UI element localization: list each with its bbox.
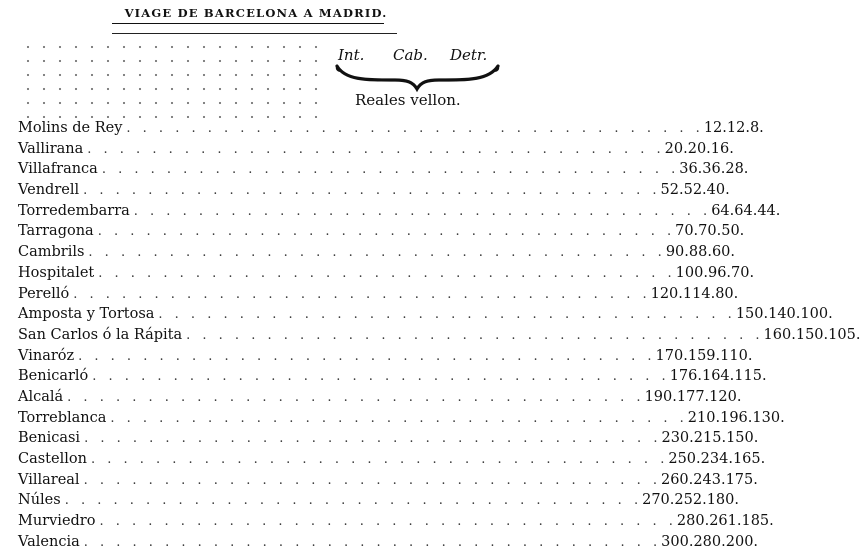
place-name: Perelló [18, 285, 70, 302]
title-rule-thick [112, 23, 384, 24]
table-row [18, 387, 742, 408]
place-name: Vallirana [18, 140, 84, 157]
fare-cab: 159. [687, 347, 721, 364]
dot-leader: . . . . . . . . . . . . . . . . . . . . . . . . . . . . . . . . . . . . [73, 286, 651, 302]
fare-int: 250. [668, 451, 701, 467]
fare-cab: 64. [734, 202, 758, 219]
fare-detr: 200. [725, 533, 759, 550]
column-header-int: Int. [338, 46, 365, 64]
place-name: Vendrell [18, 182, 80, 199]
fare-int: 280. [676, 513, 710, 530]
fare-detr: 180. [706, 492, 739, 509]
table-row [18, 449, 766, 470]
dot-leader: . . . . . . . . . . . . . . . . . . . . . . . . . . . . . . . . . . . . [83, 534, 662, 550]
fare-cab: 243. [693, 471, 726, 488]
fare-cab: 164. [701, 368, 735, 385]
fare-cab: 150. [795, 326, 829, 343]
fare-detr: 165. [732, 451, 766, 467]
dot-leader: . . . . . . . . . . . . . . . . . . . . . . . . . . . . . . . . . . . . [78, 348, 656, 364]
place-name: Benicarló [18, 368, 89, 385]
fare-detr: 110. [720, 347, 753, 364]
dot-leader: . . . . . . . . . . . . . . . . . . . . . . . . . . . . . . . . . . . . [90, 452, 669, 467]
dot-leader-field [20, 40, 320, 118]
page-title: VIAGE DE BARCELONA A MADRID. [124, 6, 388, 20]
fare-cab: 280. [693, 533, 726, 550]
table-row [18, 118, 764, 139]
dot-leader: . . . . . . . . . . . . . . . . . . . . . . . . . . . . . . . . . . . . [133, 203, 712, 219]
fare-int: 210. [687, 409, 721, 426]
table-row [18, 532, 759, 553]
place-name: Tarragona [18, 223, 94, 240]
dot-leader: . . . . . . . . . . . . . . . . . . . . . . . . . . . . . . . . . . . . [87, 141, 665, 157]
table-row [18, 304, 833, 325]
fare-int: 20. [664, 140, 688, 157]
dot-leader: . . . . . . . . . . . . . . . . . . . . . . . . . . . . . . . . . . . . [84, 431, 662, 447]
fare-int: 52. [660, 182, 684, 199]
curly-brace-icon [335, 64, 500, 90]
table-row [18, 180, 730, 201]
fare-detr: 115. [734, 368, 767, 385]
fare-int: 176. [669, 368, 702, 385]
fare-detr: 130. [752, 409, 785, 426]
place-name: Torredembarra [18, 202, 130, 219]
fare-cab: 196. [720, 409, 753, 426]
itinerary-table [18, 118, 860, 552]
place-name: Valencia [18, 533, 80, 550]
table-row [18, 408, 785, 429]
column-header-detr: Detr. [450, 46, 488, 64]
table-row [18, 139, 734, 160]
fare-detr: 105. [828, 326, 860, 343]
fare-int: 120. [650, 285, 683, 302]
fare-detr: 100. [800, 306, 833, 323]
fare-detr: 80. [715, 285, 739, 302]
fare-cab: 20. [687, 140, 711, 157]
place-name: Núles [18, 492, 61, 509]
place-name: Villareal [18, 471, 80, 488]
fare-detr: 28. [725, 161, 749, 178]
place-name: Vinaróz [18, 347, 75, 364]
place-name: Hospitalet [18, 264, 95, 281]
table-row [18, 159, 749, 180]
dot-leader: . . . . . . . . . . . . . . . . . . . . . . . . . . . . . . . . . . . . [83, 183, 661, 199]
dot-leader: . . . . . . . . . . . . . . . . . . . . . . . . . . . . . . . . . . . . [83, 472, 661, 488]
table-row [18, 511, 774, 532]
dot-leader: . . . . . . . . . . . . . . . . . . . . . . . . . . . . . . . . . . . . [126, 121, 704, 136]
table-row [18, 284, 739, 305]
fare-cab: 52. [683, 182, 707, 199]
fare-int: 260. [660, 471, 694, 488]
dot-leader: . . . . . . . . . . . . . . . . . . . . . . . . . . . . . . . . . . . . [97, 224, 676, 240]
place-name: Torreblanca [18, 409, 107, 426]
fare-cab: 234. [700, 451, 733, 467]
fare-cab: 12. [726, 120, 750, 136]
fare-detr: 150. [726, 430, 759, 447]
table-row [18, 242, 736, 263]
dot-leader: . . . . . . . . . . . . . . . . . . . . . . . . . . . . . . . . . . . . [110, 410, 688, 426]
fare-int: 230. [661, 430, 694, 447]
place-name: Castellon [18, 451, 87, 467]
dot-leader: . . . . . . . . . . . . . . . . . . . . . . . . . . . . . . . . . . . . [99, 514, 677, 530]
fare-detr: 40. [706, 182, 730, 199]
fare-int: 64. [711, 202, 735, 219]
dot-leader: . . . . . . . . . . . . . . . . . . . . . . . . . . . . . . . . . . . . [92, 369, 670, 385]
table-row [18, 221, 745, 242]
table-row [18, 470, 758, 491]
fare-detr: 16. [710, 140, 734, 157]
dot-leader: . . . . . . . . . . . . . . . . . . . . . . . . . . . . . . . . . . . . [88, 245, 666, 261]
fare-int: 160. [763, 326, 796, 343]
fare-detr: 70. [731, 264, 755, 281]
table-row [18, 490, 739, 511]
fare-cab: 114. [682, 285, 716, 302]
table-row [18, 201, 781, 222]
fare-int: 36. [679, 161, 703, 178]
fare-int: 12. [703, 120, 727, 136]
table-row [18, 346, 753, 367]
place-name: Benicasi [18, 430, 81, 447]
fare-detr: 120. [709, 388, 742, 405]
fare-detr: 60. [711, 244, 736, 261]
place-name: Molins de Rey [18, 120, 123, 136]
table-row [18, 263, 755, 284]
fare-int: 190. [644, 388, 677, 405]
dot-leader: . . . . . . . . . . . . . . . . . . . . . . . . . . . . . . . . . . . . [98, 265, 676, 281]
dot-leader: . . . . . . . . . . . . . . . . . . . . . . . . . . . . . . . . . . . . [67, 389, 645, 405]
place-name: Amposta y Tortosa [18, 306, 155, 323]
title-rule-thin [112, 33, 397, 34]
fare-int: 100. [675, 264, 708, 281]
place-name: Murviedro [18, 513, 96, 530]
place-name: Cambrils [18, 244, 85, 261]
fare-cab: 140. [768, 306, 801, 323]
place-name: Alcalá [18, 388, 64, 405]
fare-cab: 252. [674, 492, 707, 509]
dot-leader: . . . . . . . . . . . . . . . . . . . . . . . . . . . . . . . . . . . . [101, 162, 680, 178]
column-header-cab: Cab. [393, 46, 428, 64]
fare-cab: 36. [702, 161, 726, 178]
fare-cab: 88. [688, 244, 712, 261]
fare-detr: 8. [749, 120, 764, 136]
fare-int: 270. [642, 492, 675, 509]
place-name: Villafranca [18, 161, 98, 178]
fare-cab: 215. [693, 430, 727, 447]
fare-cab: 96. [707, 264, 732, 281]
dot-leader: . . . . . . . . . . . . . . . . . . . . . . . . . . . . . . . . . . . . [158, 307, 736, 323]
fare-detr: 175. [725, 471, 758, 488]
fare-cab: 70. [698, 223, 722, 240]
fare-cab: 261. [709, 513, 742, 530]
dot-leader: . . . . . . . . . . . . . . . . . . . . . . . . . . . . . . . . . . . . [186, 327, 764, 343]
table-row [18, 366, 767, 387]
dot-leader: . . . . . . . . . . . . . . . . . . . . . . . . . . . . . . . . . . . . [64, 493, 643, 509]
fare-int: 170. [655, 347, 688, 364]
fare-detr: 44. [757, 202, 781, 219]
unit-label: Reales vellon. [355, 91, 461, 109]
fare-int: 70. [675, 223, 699, 240]
table-row [18, 428, 759, 449]
fare-int: 90. [665, 244, 689, 261]
fare-cab: 177. [676, 388, 710, 405]
fare-detr: 50. [721, 223, 745, 240]
table-row [18, 325, 860, 346]
fare-int: 150. [735, 306, 769, 323]
place-name: San Carlos ó la Rápita [18, 326, 183, 343]
fare-int: 300. [661, 533, 694, 550]
fare-detr: 185. [741, 513, 774, 530]
